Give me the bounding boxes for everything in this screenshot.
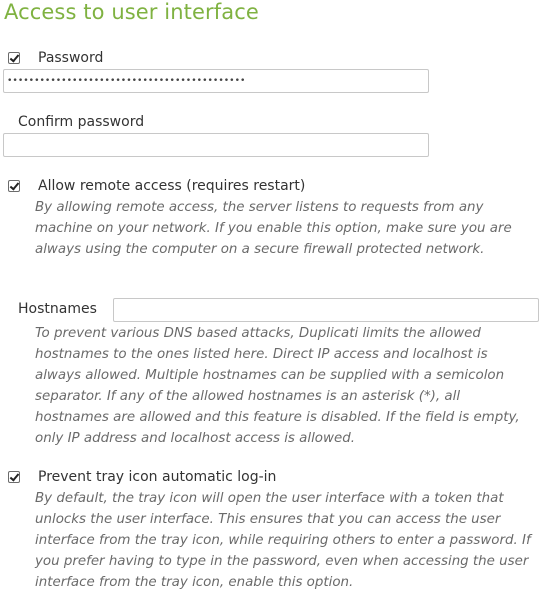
hostnames-help: To prevent various DNS based attacks, Duplicati limits the allowed hostnames to the ones listed here. Direct IP access and localhost is always allowed. Multiple hostnames can be supplied with a semicolon separator. If any of the allowed hostnames is an asterisk (*), all hostnames are allowed and this feature is disabled. If the field is empty, only IP address and localhost access is allowed.	[35, 326, 520, 446]
remote-access-help: By allowing remote access, the server listens to requests from any machine on your network. If you enable this option, make sure you are always using the computer on a secure firewall protected network.	[35, 200, 512, 257]
confirm-password-label: Confirm password	[18, 114, 145, 130]
password-checkbox[interactable]	[8, 52, 20, 64]
tray-login-label: Prevent tray icon automatic log-in	[38, 469, 277, 485]
section-title: Access to user interface	[4, 0, 259, 24]
password-label: Password	[38, 50, 104, 66]
tray-login-help: By default, the tray icon will open the user interface with a token that unlocks the user interface. This ensures that you can access the user interface from the tray icon, while requiring others to enter a password. If you prefer having to type in the password, even when accessing the user interface from the tray icon, enable this option.	[35, 491, 531, 590]
tray-login-checkbox[interactable]	[8, 471, 20, 483]
hostnames-field[interactable]	[113, 298, 539, 322]
remote-access-checkbox[interactable]	[8, 180, 20, 192]
remote-access-label: Allow remote access (requires restart)	[38, 178, 306, 194]
password-field[interactable]	[3, 69, 429, 93]
confirm-password-field[interactable]	[3, 133, 429, 157]
hostnames-label: Hostnames	[18, 301, 97, 317]
